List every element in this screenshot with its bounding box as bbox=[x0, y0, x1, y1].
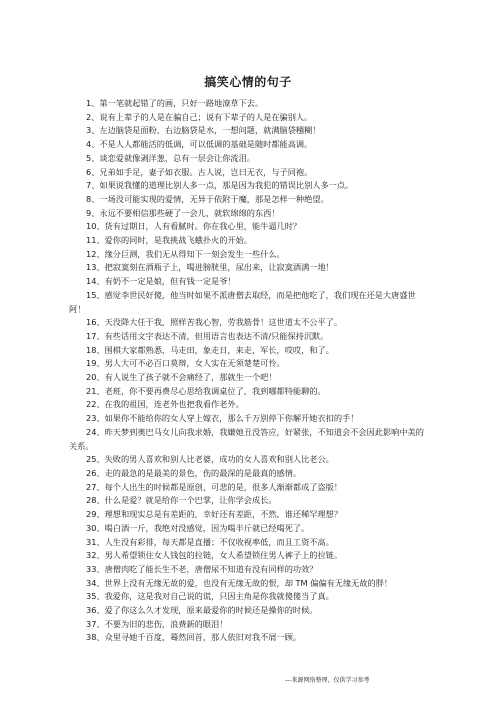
list-item: 19、男人大可不必百口莫辩，女人实在无须楚楚可怜。 bbox=[86, 358, 285, 369]
list-item: 18、围棋大家都熟悉，马走田，象走日，来走，军长，哎哎，和了。 bbox=[86, 344, 334, 355]
list-item: 36、爱了你这么久才发现，原来最爱你的时候还是操你的时候。 bbox=[86, 605, 318, 616]
list-item: 16、天没降大任于我，照样苦我心智，劳我筋骨！这世道太不公平了。 bbox=[86, 317, 343, 328]
list-item: 22、在我的祖国，连老外也把我看作老外。 bbox=[86, 399, 244, 410]
list-item: 15、感觉李世民好傻，他当时如果不派唐僧去取经，而是把他吃了，我们现在还是大唐盛世阿！ bbox=[69, 289, 416, 314]
list-item: 38、众里寻她千百度，蓦然回首，那人依旧对我不屑一顾。 bbox=[86, 632, 302, 643]
list-item: 25、失败的男人喜欢和别人比老婆，成功的女人喜欢和别人比老公。 bbox=[86, 454, 334, 465]
list-item: 3、左边脑袋是面粉，右边脑袋是水，一想问题，就满脑袋糨糊！ bbox=[86, 125, 321, 136]
list-item: 6、兄弟如手足，妻子如衣服。古人说，岂曰无衣，与子同袍。 bbox=[86, 166, 313, 177]
list-item: 2、说有上辈子的人是在骗自己；说有下辈子的人是在骗别人。 bbox=[86, 111, 313, 122]
list-item: 12、缘分巨测，我们无从得知下一刻会发生一些什么。 bbox=[86, 248, 285, 259]
source-footer: ---来源网络整理，仅供学习参考 bbox=[285, 677, 370, 684]
list-item: 11、爱你的同时，是我挑战飞蛾扑火的开始。 bbox=[86, 235, 252, 246]
list-item: 37、不要为旧的悲伤，浪费新的眼泪！ bbox=[86, 618, 228, 629]
list-item: 20、有人说生了孩子就不会痛经了，那就生一个吧！ bbox=[86, 372, 277, 383]
list-item: 34、世界上没有无缘无故的爱，也没有无缘无故的恨，却 TM 偏偏有无缘无故的胖！ bbox=[86, 577, 393, 588]
list-item: 17、有些话用文字表达不清，但用语言也表达不清/只能保持沉默。 bbox=[86, 330, 329, 341]
list-item: 4、不是人人都能活的低调，可以低调的基础是随时都能高调。 bbox=[86, 139, 313, 150]
sentence-list bbox=[69, 97, 429, 645]
list-item: 24、昨天梦到奥巴马女儿向我求婚，我嫌她丑没答应，好紧张，不知道会不会因此影响中美的关系。 bbox=[69, 426, 424, 451]
list-item: 9、永远不要相信那些硬了一会儿，就软绵绵的东西！ bbox=[86, 207, 280, 218]
list-item: 30、喝白酒一斤，我绝对没感觉，因为喝半斤就已经喝死了。 bbox=[86, 522, 310, 533]
list-item: 10、货有过期日，人有看腻时。你在我心里，能牛逼几时？ bbox=[86, 221, 302, 232]
list-item: 8、一场没可能实现的爱情，无异于依附于魔，那是怎样一种绝望。 bbox=[86, 193, 329, 204]
list-item: 21、老班，你不要再费尽心思给我调桌位了，我到哪都特能聊的。 bbox=[86, 385, 326, 396]
list-item: 26、走的最急的是最美的景色，伤的最深的是最真的感情。 bbox=[86, 467, 302, 478]
list-item: 35、我爱你，这是我对自己说的谎，只因主角是你我就傻傻当了真。 bbox=[86, 591, 334, 602]
list-item: 14、有奶不一定是娘，但有钱一定是爷！ bbox=[86, 276, 236, 287]
list-item: 13、把寂寞刻在酒瓶子上，喝进膀胱里，尿出来，让寂寞酒满一地！ bbox=[86, 262, 334, 273]
list-item: 1、第一笔就起错了的画，只好一路地潦草下去。 bbox=[86, 98, 264, 108]
page-title: 搞笑心情的句子 bbox=[204, 75, 292, 89]
list-item: 7、如果说我懂的道理比别人多一点，那是因为我犯的错误比别人多一点。 bbox=[86, 180, 354, 191]
list-item: 32、男人希望锁住女人钱包的拉链，女人希望锁住男人裤子上的拉链。 bbox=[86, 550, 343, 561]
list-item: 29、理想和现实总是有差距的，幸好还有差距，不然，谁还稀罕理想？ bbox=[86, 509, 343, 520]
list-item: 27、每个人出生的时候都是原创，可悲的是，很多人渐渐都成了盗版！ bbox=[86, 481, 343, 492]
list-item: 28、什么是爱？就是给你一个巴掌，让你学会成长。 bbox=[86, 495, 277, 506]
list-item: 33、唐僧肉吃了能长生不老，唐僧尿不知道有没有同样的功效？ bbox=[86, 563, 318, 574]
list-item: 23、如果你不能给你的女人穿上嫁衣，那么千万别停下你解开她衣扣的手！ bbox=[86, 413, 359, 424]
list-item: 5、谈恋爱就像剥洋葱，总有一层会让你流泪。 bbox=[86, 152, 255, 163]
list-item: 31、人生没有彩排，每天都是直播；不仅收视率低，而且工资不高。 bbox=[86, 536, 334, 547]
